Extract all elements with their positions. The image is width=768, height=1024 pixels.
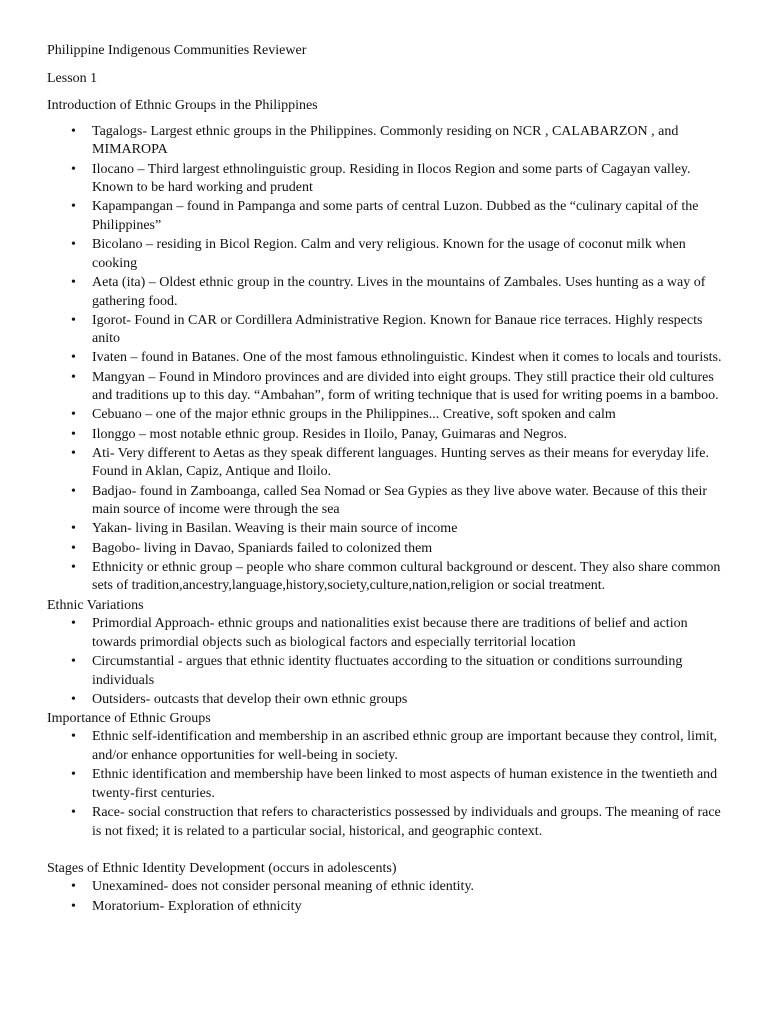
stages-heading: Stages of Ethnic Identity Development (occurs in adolescents) [47,860,397,876]
bullet-icon: • [71,805,76,821]
stages-list [47,878,728,916]
bullet-icon: • [71,879,76,895]
bullet-icon: • [71,161,76,177]
list-item: • Igorot- Found in CAR or Cordillera Administrative Region. Known for Banaue rice terraces. Highly respects anito [71,312,703,347]
list-item: • Bagobo- living in Davao, Spaniards failed to colonized them [47,540,728,559]
bullet-icon: • [71,767,76,783]
list-item: • Badjao- found in Zamboanga, called Sea Nomad or Sea Gypies as they live above water. Because of this their main source of income were through the sea [71,483,708,518]
list-item: • Unexamined- does not consider personal meaning of ethnic identity. [47,878,728,897]
list-item: • Moratorium- Exploration of ethnicity [47,898,728,917]
list-item: • Ati- Very different to Aetas as they speak different languages. Hunting serves as their means for everyday life. Found in Aklan, Capiz, Antique and Iloilo. [71,445,709,480]
bullet-icon: • [71,898,76,914]
bullet-icon: • [71,123,76,139]
importance-list [47,728,728,841]
bullet-icon: • [71,521,76,537]
bullet-icon: • [71,616,76,632]
list-item: • Yakan- living in Basilan. Weaving is their main source of income [47,520,728,539]
list-item: • Ivaten – found in Batanes. One of the most famous ethnolinguistic. Kindest when it comes to locals and tourists. [47,349,728,368]
document-title: Philippine Indigenous Communities Reviewer [47,43,307,58]
paragraph-gap [47,842,728,860]
bullet-icon: • [71,483,76,499]
bullet-icon: • [71,426,76,442]
list-item: • Circumstantial - argues that ethnic identity fluctuates according to the situation or conditions surrounding individuals [71,653,683,688]
bullet-icon: • [71,199,76,215]
list-item: • Mangyan – Found in Mindoro provinces and are divided into eight groups. They still practice their old cultures and traditions up to this day. “Ambahan”, form of writing technique that is used for writing poems in a bamboo. [71,369,719,404]
bullet-icon: • [71,445,76,461]
intro-heading: Introduction of Ethnic Groups in the Philippines [47,98,318,114]
bullet-icon: • [71,274,76,290]
bullet-icon: • [71,691,76,707]
lesson-label: Lesson 1 [47,70,98,86]
list-item: • Primordial Approach- ethnic groups and nationalities exist because there are traditions of belief and action towards primordial objects such as biological factors and especially territorial location [71,616,688,650]
list-item: • Kapampangan – found in Pampanga and some parts of central Luzon. Dubbed as the “culinary capital of the Philippines” [71,199,699,233]
list-item: • Ethnic identification and membership have been linked to most aspects of human existence in the twentieth and twenty-first centuries. [71,767,718,801]
list-item: • Ethnicity or ethnic group – people who share common cultural background or descent. They also share common sets of tradition,ancestry,language,history,society,culture,nation,religion or social treatment. [71,559,721,594]
list-item: • Outsiders- outcasts that develop their own ethnic groups [47,691,728,710]
bullet-icon: • [71,559,76,575]
bullet-icon: • [71,237,76,253]
bullet-icon: • [71,312,76,328]
list-item: • Aeta (ita) – Oldest ethnic group in the country. Lives in the mountains of Zambales. Uses hunting as a way of gathering food. [71,274,706,309]
importance-heading: Importance of Ethnic Groups [47,710,211,726]
list-item: • Tagalogs- Largest ethnic groups in the Philippines. Commonly residing on NCR , CALABARZON , and MIMAROPA [71,123,679,158]
list-item: • Ethnic self-identification and membership in an ascribed ethnic group are important because they control, limit, and/or enhance opportunities for well-being in society. [71,729,718,764]
ethnic-variations-heading: Ethnic Variations [47,597,144,613]
bullet-icon: • [71,729,76,745]
bullet-icon: • [71,350,76,366]
bullet-icon: • [71,540,76,556]
ethnic-groups-list [47,123,728,596]
bullet-icon: • [71,369,76,385]
bullet-icon: • [71,407,76,423]
bullet-icon: • [71,653,76,669]
list-item: • Ilocano – Third largest ethnolinguistic group. Residing in Ilocos Region and some parts of Cagayan valley. Known to be hard working and prudent [71,161,691,196]
list-item: • Ilonggo – most notable ethnic group. Resides in Iloilo, Panay, Guimaras and Negros. [47,426,728,445]
list-item: • Race- social construction that refers to characteristics possessed by individuals and groups. The meaning of race is not fixed; it is related to a particular social, historical, and geographic context. [71,805,721,839]
list-item: • Bicolano – residing in Bicol Region. Calm and very religious. Known for the usage of coconut milk when cooking [71,237,686,271]
list-item: • Cebuano – one of the major ethnic groups in the Philippines... Creative, soft spoken and calm [47,406,728,425]
ethnic-variations-list [47,615,728,709]
